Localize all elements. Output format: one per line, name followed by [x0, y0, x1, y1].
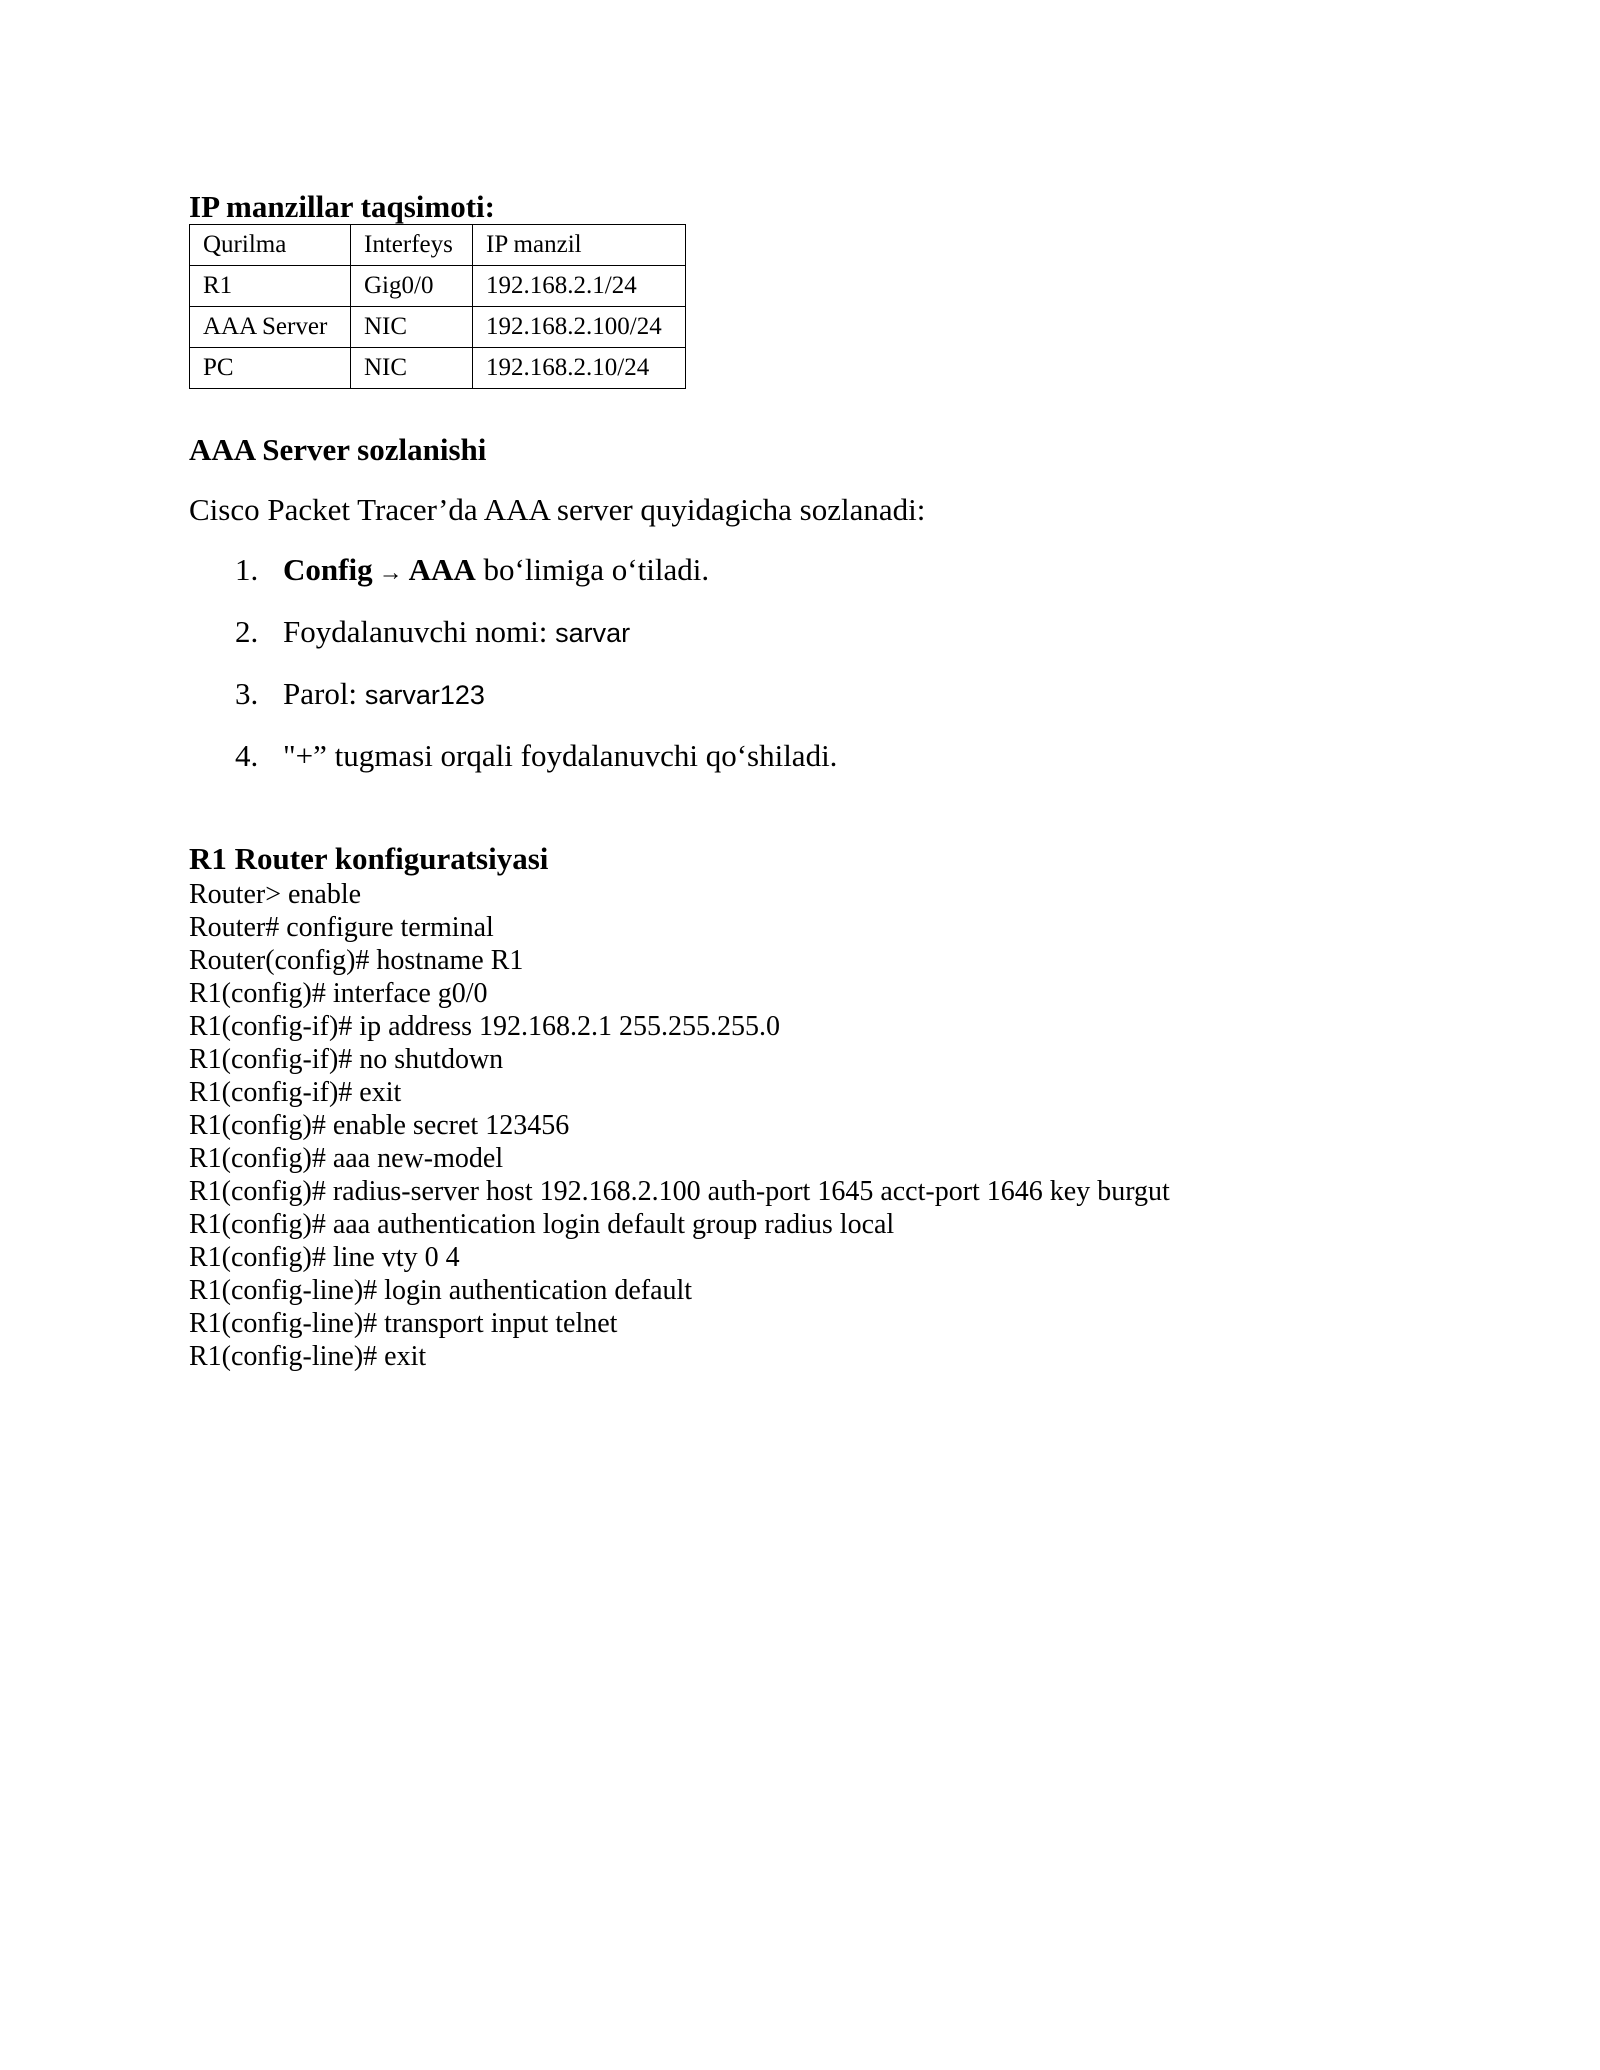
table-cell: NIC: [351, 348, 473, 389]
step-rest-text: bo‘limiga o‘tiladi.: [475, 552, 710, 587]
table-cell: 192.168.2.1/24: [473, 266, 686, 307]
aaa-section-heading: AAA Server sozlanishi: [189, 432, 487, 467]
list-item-text: [283, 674, 485, 715]
table-cell: Gig0/0: [351, 266, 473, 307]
table-header-row: [190, 225, 686, 266]
table-cell: PC: [190, 348, 351, 389]
aaa-menu-label: AAA: [408, 552, 476, 587]
config-line: R1(config-line)# transport input telnet: [189, 1308, 618, 1339]
table-header-cell: Interfeys: [351, 225, 473, 266]
ip-section-heading: IP manzillar taqsimoti:: [189, 189, 495, 224]
config-line: R1(config-line)# login authentication default: [189, 1275, 693, 1306]
config-menu-label: Config: [283, 552, 373, 587]
config-line: R1(config)# radius-server host 192.168.2.100 auth-port 1645 acct-port 1646 key burgut: [189, 1176, 1170, 1207]
list-item-text: "+” tugmasi orqali foydalanuvchi qo‘shiladi.: [283, 738, 838, 773]
config-line: R1(config)# line vty 0 4: [189, 1242, 460, 1273]
config-line: R1(config)# enable secret 123456: [189, 1110, 570, 1141]
step-label: Parol:: [283, 676, 365, 711]
router-config-block: [189, 878, 1170, 1373]
table-cell: 192.168.2.100/24: [473, 307, 686, 348]
list-item-number: 2.: [235, 614, 259, 649]
table-cell: R1: [190, 266, 351, 307]
config-line: R1(config-if)# no shutdown: [189, 1044, 504, 1075]
table-cell: AAA Server: [190, 307, 351, 348]
config-line: Router(config)# hostname R1: [189, 945, 524, 976]
list-item-text: [283, 612, 630, 653]
r1-section-heading: R1 Router konfiguratsiyasi: [189, 841, 549, 876]
config-line: Router# configure terminal: [189, 912, 494, 943]
ip-address-table: [189, 224, 686, 389]
table-header-cell: Qurilma: [190, 225, 351, 266]
table-row: [190, 266, 686, 307]
table-row: [190, 348, 686, 389]
config-line: Router> enable: [189, 879, 362, 910]
table-cell: NIC: [351, 307, 473, 348]
config-line: R1(config)# aaa authentication login default group radius local: [189, 1209, 895, 1240]
password-value: sarvar123: [364, 680, 485, 710]
table-header-cell: IP manzil: [473, 225, 686, 266]
table-row: [190, 307, 686, 348]
list-item-number: 4.: [235, 738, 259, 773]
config-line: R1(config)# interface g0/0: [189, 978, 488, 1009]
table-cell: 192.168.2.10/24: [473, 348, 686, 389]
arrow-right-icon: →: [378, 560, 403, 586]
config-line: R1(config-if)# exit: [189, 1077, 402, 1108]
config-line: R1(config)# aaa new-model: [189, 1143, 504, 1174]
list-item-number: 1.: [235, 552, 259, 587]
aaa-intro-text: Cisco Packet Tracer’da AAA server quyidagicha sozlanadi:: [189, 492, 926, 527]
list-item-text: [283, 550, 709, 593]
config-line: R1(config-line)# exit: [189, 1341, 427, 1372]
config-line: R1(config-if)# ip address 192.168.2.1 255.255.255.0: [189, 1011, 781, 1042]
username-value: sarvar: [555, 618, 631, 648]
list-item-number: 3.: [235, 676, 259, 711]
step-label: Foydalanuvchi nomi:: [283, 614, 556, 649]
